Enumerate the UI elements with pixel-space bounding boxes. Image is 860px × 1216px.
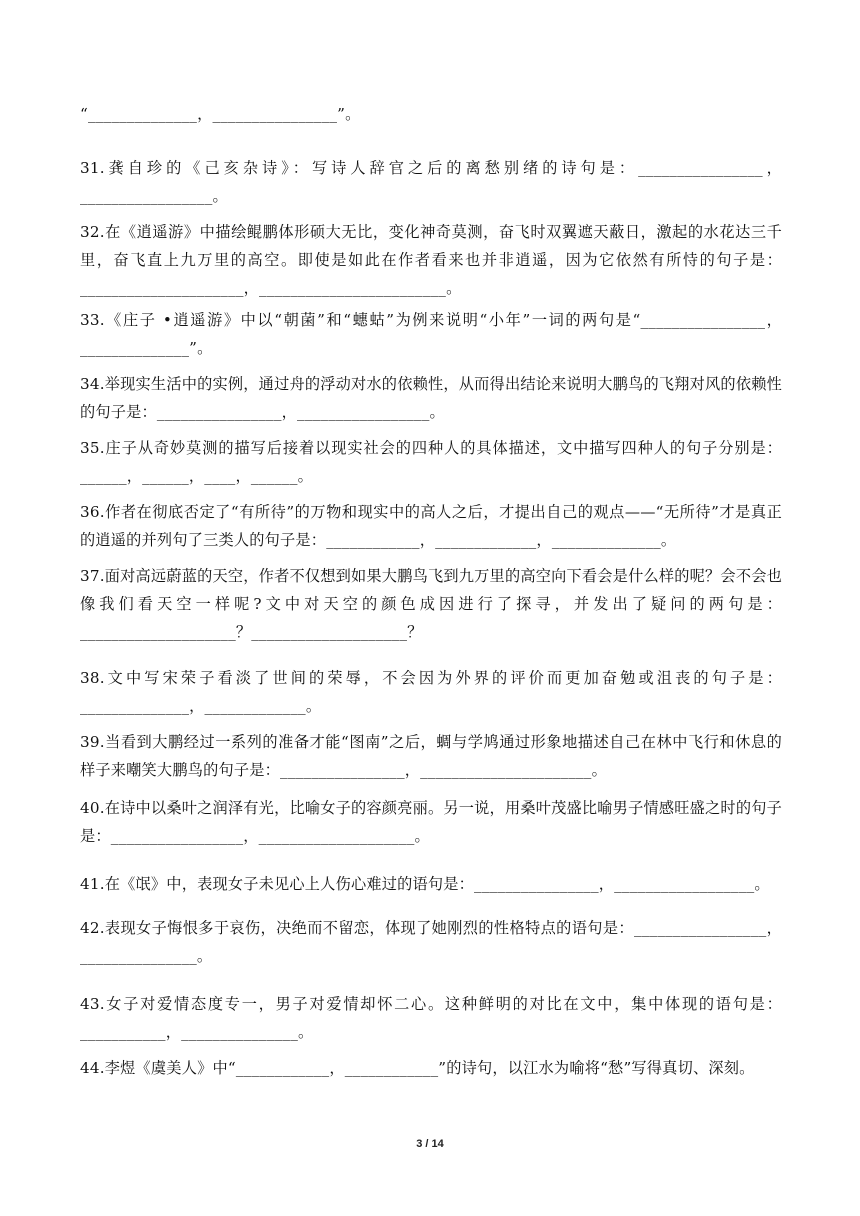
question-38: 38.文中写宋荣子看淡了世间的荣辱，不会因为外界的评价而更加奋勉或沮丧的句子是：______________，_____________。 xyxy=(80,669,782,715)
question-34: 34.举现实生活中的实例，通过舟的浮动对水的依赖性，从而得出结论来说明大鹏鸟的飞翔对风的依赖性的句子是：________________，_________________。 xyxy=(80,375,782,421)
question-42: 42.表现女子悔恨多于哀伤，决绝而不留恋，体现了她刚烈的性格特点的语句是：_________________，_______________。 xyxy=(80,919,782,965)
question-41: 41.在《氓》中，表现女子未见心上人伤心难过的语句是：________________，__________________。 xyxy=(80,875,770,893)
question-31: 31.龚自珍的《己亥杂诗》：写诗人辞官之后的离愁别绪的诗句是：________________，_________________。 xyxy=(80,159,782,205)
question-39: 39.当看到大鹏经过一系列的准备才能“图南”之后，蜩与学鸠通过形象地描述自己在林中飞行和休息的样子来嘲笑大鹏鸟的句子是：________________，______________________。 xyxy=(80,733,782,779)
question-40: 40.在诗中以桑叶之润泽有光，比喻女子的容颜亮丽。另一说，用桑叶茂盛比喻男子情感旺盛之时的句子是：_________________，____________________。 xyxy=(80,799,782,845)
question-36: 36.作者在彻底否定了“有所待”的万物和现实中的高人之后，才提出自己的观点——“无所待”才是真正的逍遥的并列句了三类人的句子是：____________，_____________，______________。 xyxy=(80,503,782,549)
line-continuation: “______________，________________”。 xyxy=(80,105,361,123)
question-35: 35.庄子从奇妙莫测的描写后接着以现实社会的四种人的具体描述，文中描写四种人的句子分别是：______，______，____，______。 xyxy=(80,439,782,485)
page-number: 3 / 14 xyxy=(416,1138,444,1150)
question-44: 44.李煜《虞美人》中“____________，____________”的诗句，以江水为喻将“愁”写得真切、深刻。 xyxy=(80,1059,755,1077)
question-43: 43.女子对爱情态度专一，男子对爱情却怀二心。这种鲜明的对比在文中，集中体现的语句是：___________，_______________。 xyxy=(80,995,782,1041)
question-37: 37.面对高远蔚蓝的天空，作者不仅想到如果大鹏鸟飞到九万里的高空向下看会是什么样的呢？会不会也像我们看天空一样呢?文中对天空的颜色成因进行了探寻，并发出了疑问的两句是：____________________？____________________？ xyxy=(80,567,782,641)
question-32: 32.在《逍遥游》中描绘鲲鹏体形硕大无比，变化神奇莫测，奋飞时双翼遮天蔽日，激起的水花达三千里，奋飞直上九万里的高空。即使是如此在作者看来也并非逍遥，因为它依然有所恃的句子是：_____________________，________________________。 xyxy=(80,223,782,297)
question-33: 33.《庄子 •逍遥游》中以“朝菌”和“蟪蛄”为例来说明“小年”一词的两句是“________________，______________”。 xyxy=(80,311,782,357)
